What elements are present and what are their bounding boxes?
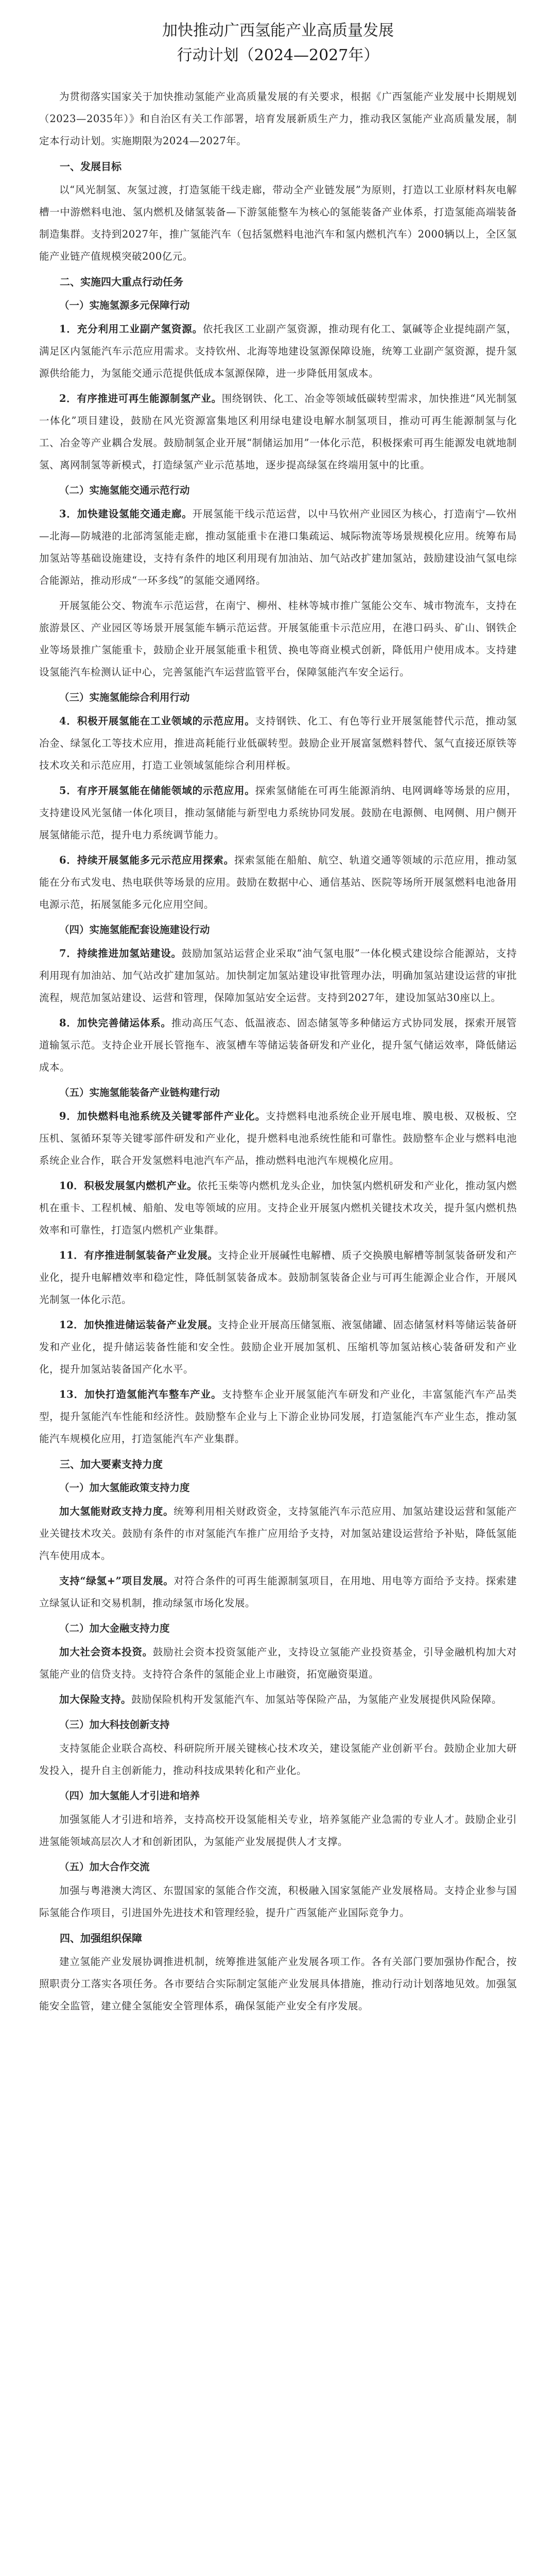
document-title [39,19,517,68]
item-12-lead: 12．加快推进储运装备产业发展。 [59,1319,218,1331]
section-2-item-8 [39,1012,517,1078]
item-10-text: 依托玉柴等内燃机龙头企业，加快氢内燃机研发和产业化，推动氢内燃机在重卡、工程机械、船舶、发电等领域的应用。支持企业开展氢内燃机关键技术攻关，提升氢内燃机热效率和可靠性，打造氢内燃机产业集群。 [39,1180,517,1236]
section-2-group-3-heading: （三）实施氢能综合利用行动 [59,691,190,703]
section-2-item-5 [39,779,517,846]
title-line-1: 加快推动广西氢能产业高质量发展 [162,22,394,40]
section-2-item-4 [39,710,517,776]
section-3-group-1-heading: （一）加大氢能政策支持力度 [59,1482,190,1494]
item-4-lead: 4．积极开展氢能在工业领域的示范应用。 [59,715,255,727]
item-7-text: 鼓励加氢站运营企业采取“油气氢电服”一体化模式建设综合能源站，支持利用现有加油站、加气站改扩建加氢站。加快制定加氢站建设审批管理办法，明确加氢站建设运营的审批流程，规范加氢站建设、运营和管理，保障加氢站安全运营。支持到2027年，建设加氢站30座以上。 [39,947,517,1004]
section-4-paragraph: 建立氢能产业发展协调推进机制，统筹推进氢能产业发展各项工作。各有关部门要加强协作配合，按照职责分工落实各项任务。各市要结合实际制定氢能产业发展具体措施，推动行动计划落地见效。加强氢能安全监管，建立健全氢能安全管理体系，确保氢能产业安全有序发展。 [39,1956,517,2012]
section-2-group-1-heading: （一）实施氢源多元保障行动 [59,299,190,311]
s3-para-4-lead: 加大保险支持。 [59,1693,132,1705]
item-6-lead: 6．持续开展氢能多元示范应用探索。 [59,854,234,866]
section-3-para-1 [39,1500,517,1567]
item-9-text: 支持燃料电池系统企业开展电堆、膜电极、双极板、空压机、氢循环泵等关键零部件研发和产业化，提升燃料电池系统性能和可靠性。鼓励整车企业与燃料电池系统企业合作，联合开发氢燃料电池汽车产品，推动燃料电池汽车规模化应用。 [39,1110,517,1166]
item-5-lead: 5．有序开展氢能在储能领域的示范应用。 [59,785,255,796]
item-3-text: 开展氢能干线示范运营，以中马钦州产业园区为核心，打造南宁—钦州—北海—防城港的北部湾氢能走廊，推动氢能重卡在港口集疏运、城际物流等场景规模化应用。统筹布局加氢站等基础设施建设，支持有条件的地区利用现有加油站、加气站改扩建加氢站，鼓励建设油气氢电综合能源站，推动形成“一环多线”的氢能交通网络。 [39,508,517,586]
section-2-item-3b: 开展氢能公交、物流车示范运营，在南宁、柳州、桂林等城市推广氢能公交车、城市物流车，支持在旅游景区、产业园区等场景开展氢能车辆示范运营。开展氢能重卡示范应用，在港口码头、矿山、钢铁企业等场景推广氢能重卡，鼓励企业开展氢能重卡租赁、换电等商业模式创新，降低用户使用成本。支持建设氢能汽车检测认证中心，完善氢能汽车运营监管平台，保障氢能汽车安全运行。 [39,600,517,678]
intro-paragraph: 为贯彻落实国家关于加快推动氢能产业高质量发展的有关要求，根据《广西氢能产业发展中长期规划（2023—2035年）》和自治区有关工作部署，培育发展新质生产力，推动我区氢能产业高质量发展，制定本行动计划。实施期限为2024—2027年。 [39,91,517,147]
section-2-item-9 [39,1105,517,1172]
section-3-para-2 [39,1570,517,1614]
s3-para-3-lead: 加大社会资本投资。 [59,1646,153,1658]
section-3-para-3 [39,1641,517,1685]
section-2-group-4-heading: （四）实施氢能配套设施建设行动 [59,924,210,936]
section-2-item-2 [39,387,517,476]
section-2-item-10 [39,1175,517,1241]
section-3-group-4-heading: （四）加大氢能人才引进和培养 [59,1790,200,1802]
s3-para-1-text: 统筹利用相关财政资金，支持氢能汽车示范应用、加氢站建设运营和氢能产业关键技术攻关。鼓励有条件的市对氢能汽车推广应用给予支持，对加氢站建设运营给予补贴，降低氢能汽车使用成本。 [39,1505,517,1562]
item-7-lead: 7．持续推进加氢站建设。 [59,947,182,959]
item-12-text: 支持企业开展高压储氢瓶、液氢储罐、固态储氢材料等储运装备研发和产业化，提升储运装备性能和安全性。鼓励企业开展加氢机、压缩机等加氢站核心装备研发和产业化，提升加氢站装备国产化水平。 [39,1319,517,1375]
item-3-lead: 3．加快建设氢能交通走廊。 [59,508,193,520]
section-4-heading: 四、加强组织保障 [60,1932,142,1944]
item-11-text: 支持企业开展碱性电解槽、质子交换膜电解槽等制氢装备研发和产业化，提升电解槽效率和稳定性，降低制氢装备成本。鼓励制氢装备企业与可再生能源企业合作，开展风光制氢一体化示范。 [39,1249,517,1306]
section-1-paragraph: 以“风光制氢、灰氢过渡，打造氢能干线走廊，带动全产业链发展”为原则，打造以工业原材料灰电解槽一中游燃料电池、氢内燃机及储氢装备—下游氢能整车为核心的氢能装备产业体系，打造氢能高端装备制造集群。支持到2027年，推广氢能汽车（包括氢燃料电池汽车和氢内燃机汽车）2000辆以上，全区氢能产业链产值规模突破200亿元。 [39,184,517,262]
section-3-para-7: 加强与粤港澳大湾区、东盟国家的氢能合作交流，积极融入国家氢能产业发展格局。支持企业参与国际氢能合作项目，引进国外先进技术和管理经验，提升广西氢能产业国际竞争力。 [39,1885,517,1919]
section-2-group-2-heading: （二）实施氢能交通示范行动 [59,484,190,496]
section-1-heading: 一、发展目标 [60,160,121,173]
title-line-2: 行动计划（2024—2027年） [177,46,379,64]
section-2-group-5-heading: （五）实施氢能装备产业链构建行动 [59,1087,220,1098]
section-2-item-11 [39,1244,517,1311]
s3-para-3-text: 鼓励社会资本投资氢能产业，支持设立氢能产业投资基金，引导金融机构加大对氢能产业的信贷支持。支持符合条件的氢能企业上市融资，拓宽融资渠道。 [39,1646,517,1680]
section-2-heading: 二、实施四大重点行动任务 [60,276,183,288]
item-1-text: 依托我区工业副产氢资源，推动现有化工、氯碱等企业提纯副产氢，满足区内氢能汽车示范应用需求。支持钦州、北海等地建设氢源保障设施，统筹工业副产氢资源，提升氢源供给能力，为氢能交通示范提供低成本氢源保障，进一步降低用氢成本。 [39,323,517,379]
section-3-para-5: 支持氢能企业联合高校、科研院所开展关键核心技术攻关，建设氢能产业创新平台。鼓励企业加大研发投入，提升自主创新能力，推动科技成果转化和产业化。 [39,1742,517,1776]
item-2-text: 围绕钢铁、化工、冶金等领域低碳转型需求，加快推进“风光制氢一体化”项目建设，鼓励在风光资源富集地区利用绿电建设电解水制氢项目，推动可再生能源制氢与化工、冶金等产业耦合发展。鼓励制氢企业开展“制储运加用”一体化示范，积极探索可再生能源发电就地制氢、离网制氢等新模式，打造绿氢产业示范基地，逐步提高绿氢在终端用氢中的比重。 [39,393,517,471]
item-9-lead: 9．加快燃料电池系统及关键零部件产业化。 [59,1110,266,1122]
item-11-lead: 11．有序推进制氢装备产业发展。 [59,1249,218,1261]
section-2-item-13 [39,1383,517,1450]
item-5-text: 探索氢储能在可再生能源消纳、电网调峰等场景的应用，支持建设风光氢储一体化项目，推动氢储能与新型电力系统协同发展。鼓励在电源侧、电网侧、用户侧开展氢储能示范，提升电力系统调节能力。 [39,785,517,841]
item-1-lead: 1．充分利用工业副产氢资源。 [59,323,203,335]
s3-para-1-lead: 加大氢能财政支持力度。 [59,1505,174,1517]
item-8-text: 推动高压气态、低温液态、固态储氢等多种储运方式协同发展，探索开展管道输氢示范。支持企业开展长管拖车、液氢槽车等储运装备研发和产业化，提升氢气储运效率，降低储运成本。 [39,1017,517,1073]
section-2-item-12 [39,1314,517,1380]
s3-para-2-lead: 支持“绿氢+”项目发展。 [59,1575,174,1587]
section-3-group-3-heading: （三）加大科技创新支持 [59,1719,170,1731]
section-3-group-2-heading: （二）加大金融支持力度 [59,1622,170,1634]
section-2-item-7 [39,942,517,1009]
section-3-group-5-heading: （五）加大合作交流 [59,1861,150,1873]
item-13-lead: 13．加快打造氢能汽车整车产业。 [59,1388,222,1400]
item-2-lead: 2．有序推进可再生能源制氢产业。 [59,393,222,404]
s3-para-4-text: 鼓励保险机构开发氢能汽车、加氢站等保险产品，为氢能产业发展提供风险保障。 [131,1693,502,1705]
section-2-item-6 [39,849,517,916]
section-2-item-1 [39,318,517,384]
section-3-para-4 [39,1688,517,1710]
item-8-lead: 8．加快完善储运体系。 [59,1017,171,1029]
item-6-text: 探索氢能在船舶、航空、轨道交通等领域的示范应用，推动氢能在分布式发电、热电联供等场景的应用。鼓励在数据中心、通信基站、医院等场所开展氢燃料电池备用电源示范，拓展氢能多元化应用空间。 [39,854,517,910]
s3-para-2-text: 对符合条件的可再生能源制氢项目，在用地、用电等方面给予支持。探索建立绿氢认证和交易机制，推动绿氢市场化发展。 [39,1575,517,1609]
item-10-lead: 10．积极发展氢内燃机产业。 [59,1180,198,1192]
section-3-heading: 三、加大要素支持力度 [60,1458,163,1470]
section-2-item-3 [39,503,517,591]
item-4-text: 支持钢铁、化工、有色等行业开展氢能替代示范，推动氢冶金、绿氢化工等技术应用，推进高耗能行业低碳转型。鼓励企业开展富氢燃料替代、氢气直接还原铁等技术攻关和示范应用，打造工业领域氢能综合利用样板。 [39,715,517,771]
item-13-text: 支持整车企业开展氢能汽车研发和产业化，丰富氢能汽车产品类型，提升氢能汽车性能和经济性。鼓励整车企业与上下游企业协同发展，打造氢能汽车产业生态，推动氢能汽车规模化应用，打造氢能汽车产业集群。 [39,1388,517,1445]
section-3-para-6: 加强氢能人才引进和培养，支持高校开设氢能相关专业，培养氢能产业急需的专业人才。鼓励企业引进氢能领域高层次人才和创新团队，为氢能产业发展提供人才支撑。 [39,1814,517,1848]
